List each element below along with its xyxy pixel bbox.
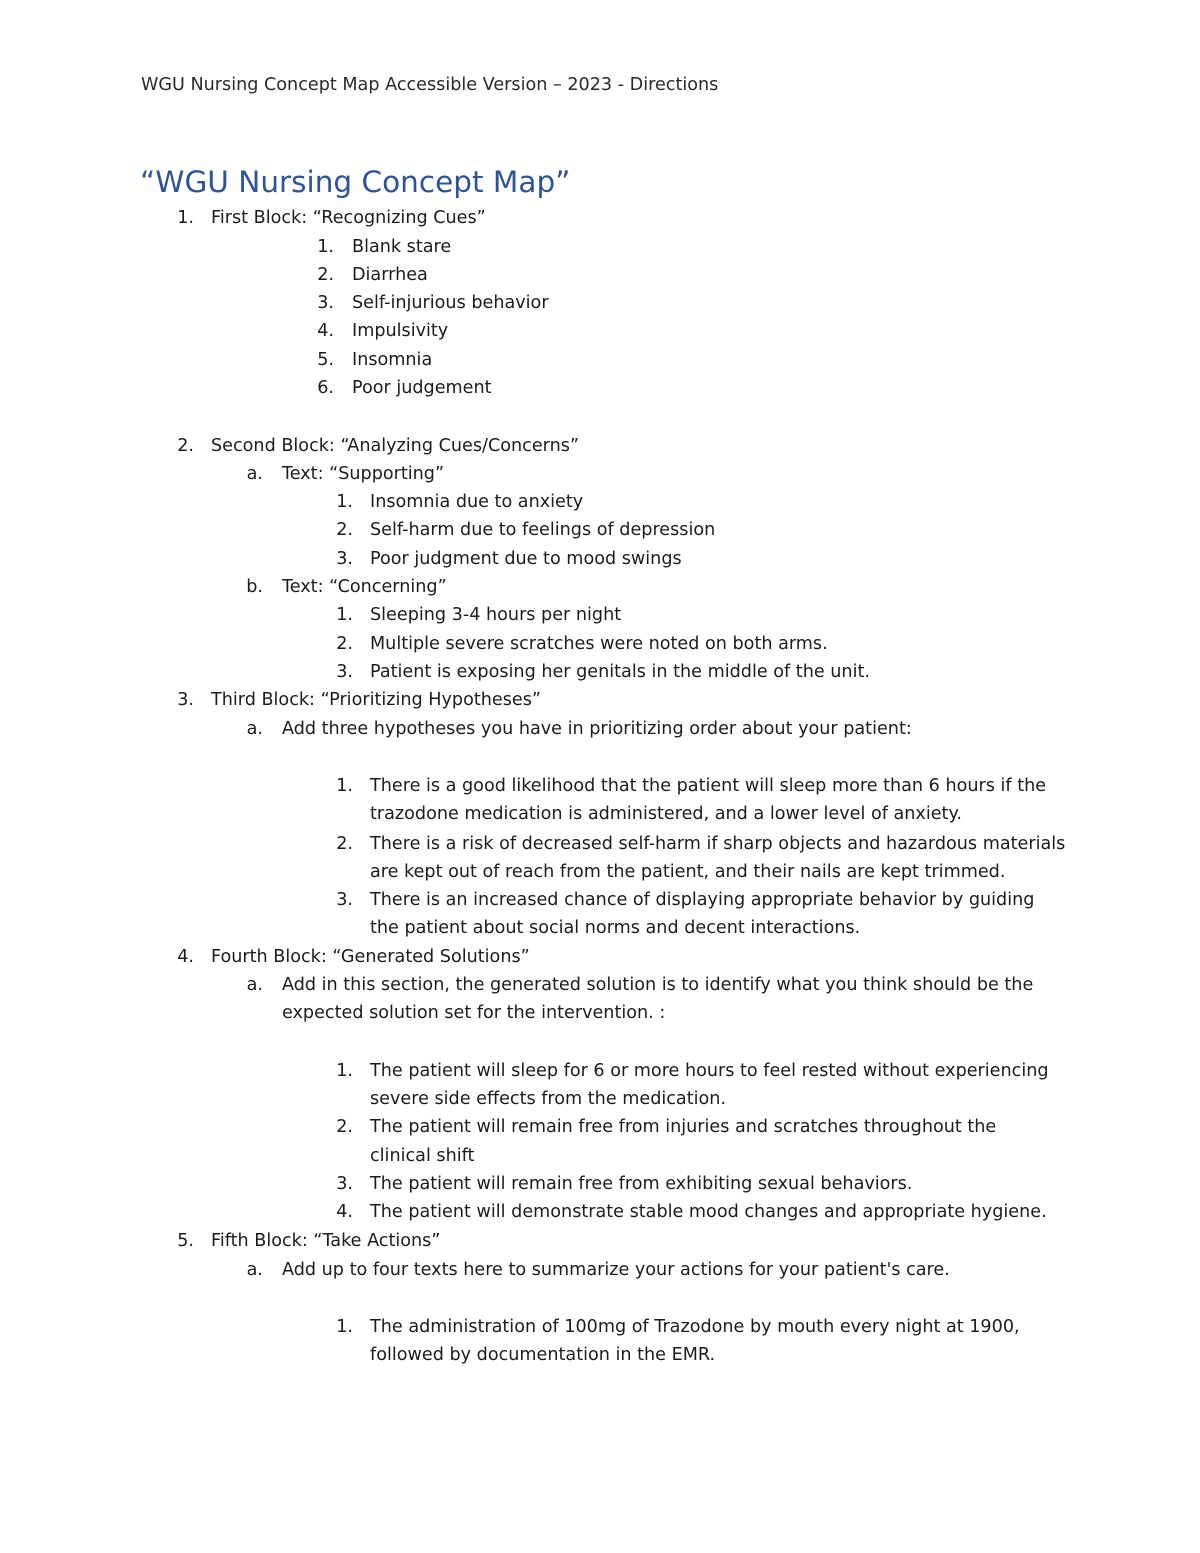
list-item-text: There is an increased chance of displaying appropriate behavior by guiding <box>370 890 1035 910</box>
list-marker: 5. <box>317 350 334 370</box>
list-item-text: Second Block: “Analyzing Cues/Concerns” <box>211 436 579 456</box>
list-item-text: There is a risk of decreased self-harm if sharp objects and hazardous materials <box>370 834 1066 854</box>
page-header: WGU Nursing Concept Map Accessible Version – 2023 - Directions <box>141 75 719 95</box>
list-item-text: First Block: “Recognizing Cues” <box>211 208 486 228</box>
list-marker: 2. <box>336 520 353 540</box>
list-item-text: The administration of 100mg of Trazodone by mouth every night at 1900, <box>370 1317 1020 1337</box>
list-item-text: Third Block: “Prioritizing Hypotheses” <box>211 690 541 710</box>
list-marker: b. <box>246 577 263 597</box>
list-item-text: Add in this section, the generated solution is to identify what you think should be the <box>282 975 1034 995</box>
list-marker: 1. <box>336 1317 353 1337</box>
list-item-text: Sleeping 3-4 hours per night <box>370 605 622 625</box>
list-item-text: Patient is exposing her genitals in the middle of the unit. <box>370 662 870 682</box>
list-marker: 4. <box>336 1202 353 1222</box>
list-marker: 3. <box>336 1174 353 1194</box>
document-title: “WGU Nursing Concept Map” <box>140 165 571 199</box>
list-item-text: Self-harm due to feelings of depression <box>370 520 716 540</box>
list-item-text: Impulsivity <box>352 321 449 341</box>
list-marker: 1. <box>336 1061 353 1081</box>
list-item-text: expected solution set for the intervention. : <box>282 1003 666 1023</box>
list-item-text: The patient will sleep for 6 or more hours to feel rested without experiencing <box>370 1061 1049 1081</box>
list-item-text: severe side effects from the medication. <box>370 1089 726 1109</box>
list-marker: 3. <box>177 690 194 710</box>
list-item-text: The patient will remain free from exhibiting sexual behaviors. <box>370 1174 913 1194</box>
list-item-text: the patient about social norms and decent interactions. <box>370 918 861 938</box>
list-marker: 1. <box>317 237 334 257</box>
list-marker: 2. <box>317 265 334 285</box>
list-marker: 4. <box>177 947 194 967</box>
list-item-text: Add up to four texts here to summarize your actions for your patient's care. <box>282 1260 950 1280</box>
list-item-text: followed by documentation in the EMR. <box>370 1345 716 1365</box>
list-item-text: Add three hypotheses you have in prioritizing order about your patient: <box>282 719 912 739</box>
list-item-text: Diarrhea <box>352 265 428 285</box>
list-marker: a. <box>246 975 263 995</box>
list-marker: 3. <box>336 549 353 569</box>
list-marker: 1. <box>336 492 353 512</box>
list-marker: 3. <box>336 662 353 682</box>
list-marker: a. <box>246 719 263 739</box>
list-item-text: The patient will demonstrate stable mood changes and appropriate hygiene. <box>370 1202 1047 1222</box>
list-item-text: trazodone medication is administered, and a lower level of anxiety. <box>370 804 962 824</box>
list-item-text: Blank stare <box>352 237 452 257</box>
list-item-text: Insomnia due to anxiety <box>370 492 584 512</box>
list-marker: 2. <box>336 634 353 654</box>
list-item-text: Poor judgment due to mood swings <box>370 549 682 569</box>
list-item-text: The patient will remain free from injuries and scratches throughout the <box>370 1117 997 1137</box>
list-marker: 3. <box>336 890 353 910</box>
list-item-text: Text: “Concerning” <box>282 577 447 597</box>
list-item-text: Fourth Block: “Generated Solutions” <box>211 947 530 967</box>
list-item-text: Fifth Block: “Take Actions” <box>211 1231 441 1251</box>
list-item-text: Poor judgement <box>352 378 492 398</box>
list-item-text: There is a good likelihood that the patient will sleep more than 6 hours if the <box>370 776 1047 796</box>
list-item-text: Text: “Supporting” <box>282 464 445 484</box>
list-item-text: Insomnia <box>352 350 433 370</box>
list-item-text: Self-injurious behavior <box>352 293 549 313</box>
list-marker: 5. <box>177 1231 194 1251</box>
list-item-text: clinical shift <box>370 1146 475 1166</box>
list-marker: 1. <box>336 776 353 796</box>
list-marker: 3. <box>317 293 334 313</box>
list-marker: 2. <box>336 834 353 854</box>
list-marker: a. <box>246 1260 263 1280</box>
list-item-text: Multiple severe scratches were noted on both arms. <box>370 634 828 654</box>
list-marker: 1. <box>336 605 353 625</box>
list-item-text: are kept out of reach from the patient, and their nails are kept trimmed. <box>370 862 1006 882</box>
list-marker: 1. <box>177 208 194 228</box>
list-marker: 2. <box>336 1117 353 1137</box>
list-marker: 6. <box>317 378 334 398</box>
list-marker: 2. <box>177 436 194 456</box>
list-marker: a. <box>246 464 263 484</box>
list-marker: 4. <box>317 321 334 341</box>
